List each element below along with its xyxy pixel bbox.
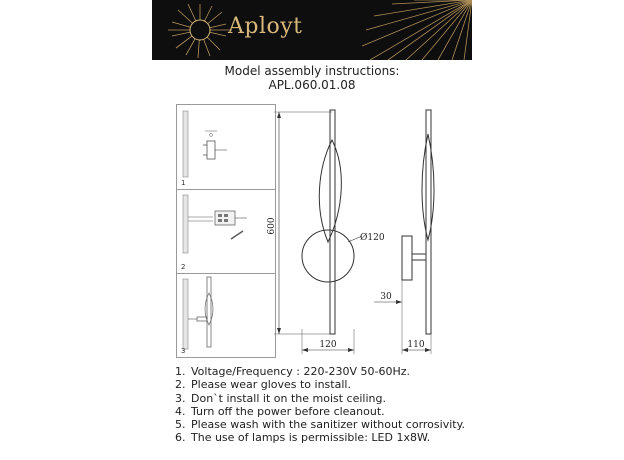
step-number: 2 [181, 263, 186, 271]
assembly-step-1 [177, 105, 275, 189]
spec-item: 3. Don`t install it on the moist ceiling. [175, 391, 386, 405]
document-title: Model assembly instructions: [224, 64, 400, 78]
side-depth-dimension: 110 [407, 340, 425, 350]
assembly-steps-panel [176, 104, 276, 358]
front-width-dimension: 120 [319, 340, 337, 350]
sunburst-decoration [152, 0, 472, 60]
bracket-offset-dimension: 30 [380, 292, 392, 302]
spec-item: 6. The use of lamps is permissible: LED 1x8W. [175, 431, 431, 445]
assembly-step-3 [177, 273, 275, 357]
technical-drawing [262, 104, 462, 362]
wall-mount-bracket-icon [177, 105, 275, 189]
spec-item: 2. Please wear gloves to install. [175, 378, 351, 392]
specifications-list [175, 365, 465, 445]
ring-diameter-dimension: Ø120 [360, 233, 385, 243]
assembly-step-2 [177, 189, 275, 273]
lamp-attachment-icon [177, 273, 275, 357]
wiring-connection-icon [177, 189, 275, 273]
brand-logo: Aployt [228, 14, 303, 39]
spec-item: 5. Please wash with the sanitizer without corrosivity. [175, 418, 466, 432]
step-number: 1 [181, 179, 186, 187]
side-view [374, 110, 434, 354]
spec-item: 4. Turn off the power before cleanout. [175, 404, 385, 418]
height-dimension: 600 [267, 217, 277, 235]
spec-item: 1. Voltage/Frequency : 220-230V 50-60Hz. [175, 365, 410, 378]
step-number: 3 [181, 347, 186, 355]
brand-banner [152, 0, 472, 60]
front-view [274, 110, 362, 354]
model-number: APL.060.01.08 [268, 78, 356, 92]
